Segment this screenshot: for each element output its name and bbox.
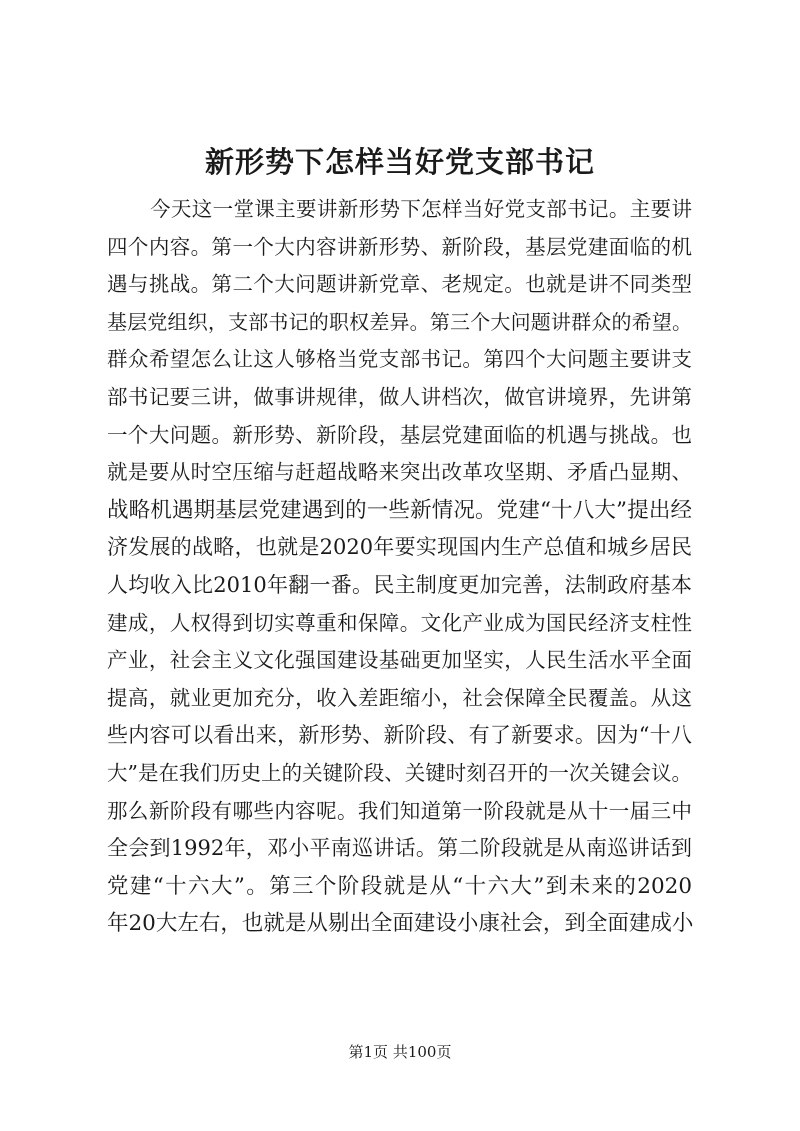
- body-line: 大”是在我们历史上的关键阶段、关键时刻召开的一次关键会议。: [107, 760, 692, 785]
- body-line: 遇与挑战。第二个大问题讲新党章、老规定。也就是讲不同类型: [107, 272, 692, 297]
- document-title: 新形势下怎样当好党支部书记: [204, 145, 595, 179]
- body-line: 群众希望怎么让这人够格当党支部书记。第四个大问题主要讲支: [107, 347, 692, 372]
- body-line: 全会到1992年，邓小平南巡讲话。第二阶段就是从南巡讲话到: [107, 836, 692, 861]
- document-body: [107, 191, 692, 943]
- body-line: 党建“十六大”。第三个阶段就是从“十六大”到未来的2020: [107, 873, 692, 899]
- body-line: 建成，人权得到切实尊重和保障。文化产业成为国民经济支柱性: [107, 610, 692, 635]
- body-line: 基层党组织，支部书记的职权差异。第三个大问题讲群众的希望。: [107, 309, 692, 334]
- body-line: 就是要从时空压缩与赶超战略来突出改革攻坚期、矛盾凸显期、: [107, 460, 692, 485]
- body-line: 部书记要三讲，做事讲规律，做人讲档次，做官讲境界，先讲第: [107, 384, 692, 409]
- body-line: 提高，就业更加充分，收入差距缩小，社会保障全民覆盖。从这: [107, 685, 692, 710]
- body-line: 人均收入比2010年翻一番。民主制度更加完善，法制政府基本: [107, 572, 692, 597]
- body-line: 一个大问题。新形势、新阶段，基层党建面临的机遇与挑战。也: [107, 422, 692, 447]
- body-line: 年20大左右，也就是从剔出全面建设小康社会，到全面建成小: [107, 911, 694, 937]
- body-line: 今天这一堂课主要讲新形势下怎样当好党支部书记。主要讲: [150, 197, 692, 221]
- body-line: 济发展的战略，也就是2020年要实现国内生产总值和城乡居民: [107, 535, 692, 560]
- body-line: 那么新阶段有哪些内容呢。我们知道第一阶段就是从十一届三中: [107, 798, 692, 823]
- body-line: 战略机遇期基层党建遇到的一些新情况。党建“十八大”提出经: [107, 497, 692, 523]
- page-number: 第1页 共100页: [348, 1043, 452, 1061]
- body-line: 产业，社会主义文化强国建设基础更加坚实，人民生活水平全面: [107, 648, 692, 673]
- body-line: 四个内容。第一个大内容讲新形势、新阶段，基层党建面临的机: [107, 234, 692, 259]
- body-line: 些内容可以看出来，新形势、新阶段、有了新要求。因为“十八: [107, 723, 692, 748]
